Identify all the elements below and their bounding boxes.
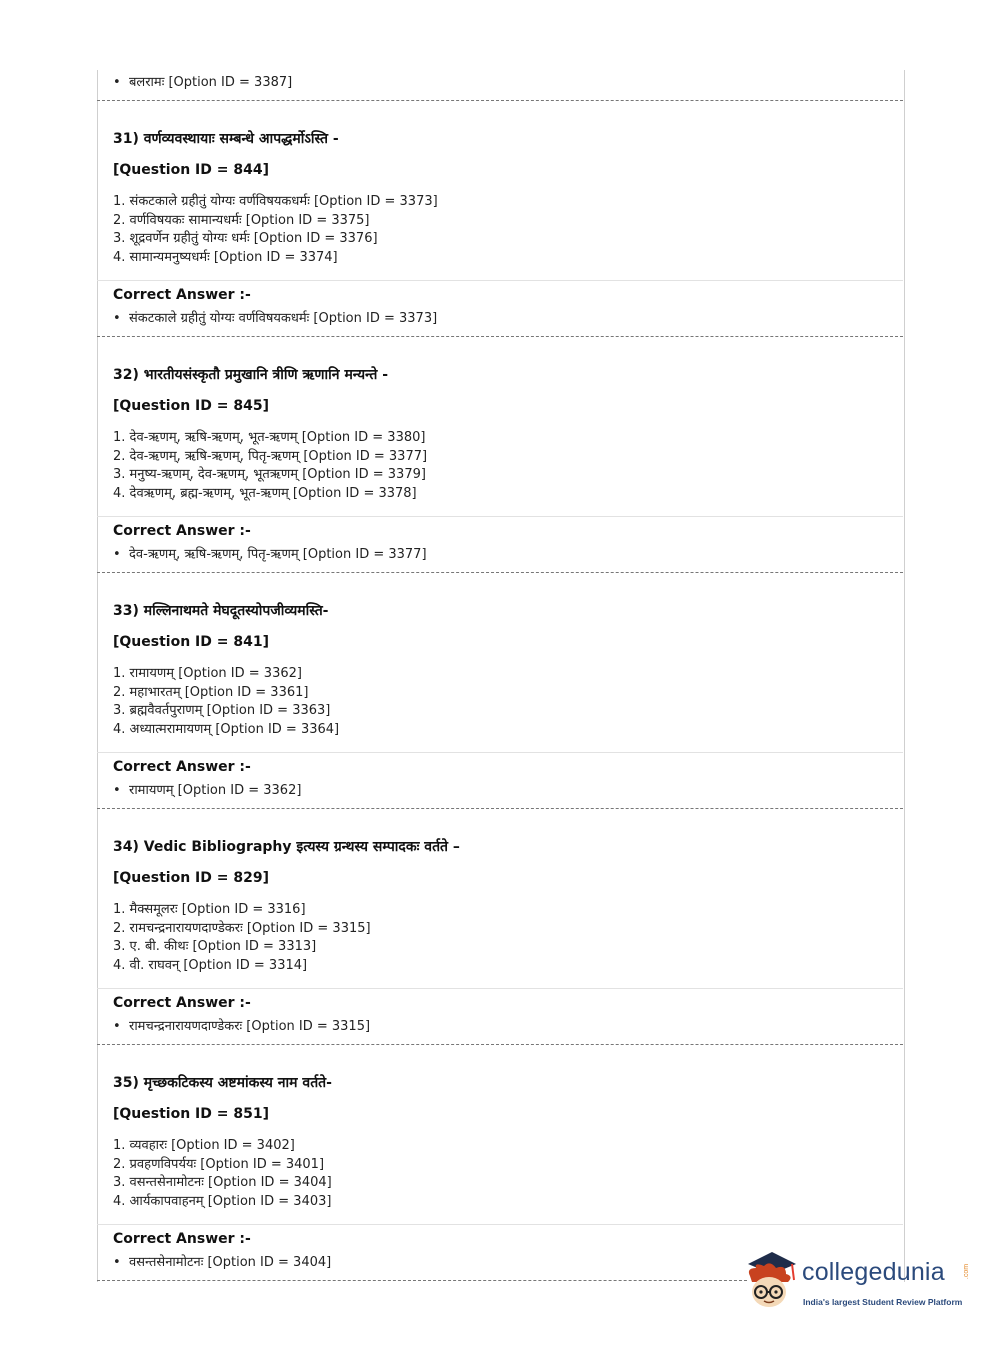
question-title: 31) वर्णव्यवस्थायाः सम्बन्धे आपद्धर्मोऽस्ति - [113,131,339,147]
option-1: 1. देव-ऋणम्, ऋषि-ऋणम्, भूत-ऋणम् [Option ID = 3380] [113,430,426,445]
collegedunia-logo [742,1246,972,1316]
option-4: 4. देवऋणम्, ब्रह्म-ऋणम्, भूत-ऋणम् [Option ID = 3378] [113,485,417,501]
option-1: 1. मैक्समूलरः [Option ID = 3316] [113,902,306,917]
bullet: • [113,1019,121,1034]
question-id: [Question ID = 844] [113,162,269,178]
question-title: 35) मृच्छकटिकस्य अष्टमांकस्य नाम वर्तते- [113,1075,332,1091]
question-id: [Question ID = 851] [113,1106,269,1122]
option-2: 2. प्रवहणविपर्ययः [Option ID = 3401] [113,1156,325,1172]
divider [97,808,903,809]
bullet: • [113,75,121,90]
correct-answer: • देव-ऋणम्, ऋषि-ऋणम्, पितृ-ऋणम् [Option ID = 3377] [113,547,427,562]
separator [97,988,903,989]
bullet: • [113,311,121,326]
question-id: [Question ID = 845] [113,398,269,414]
option-4: 4. सामान्यमनुष्यधर्मः [Option ID = 3374] [113,249,338,265]
option-4: 4. वी. राघवन् [Option ID = 3314] [113,957,308,973]
options-list [113,193,438,267]
option-3: 3. ब्रह्मवैवर्तपुराणम् [Option ID = 3363] [113,703,331,718]
question-title: 33) मल्लिनाथमते मेघदूतस्योपजीव्यमस्ति- [113,603,329,619]
divider [97,100,903,101]
option-3: 3. वसन्तसेनामोटनः [Option ID = 3404] [113,1175,332,1190]
correct-answer-label: Correct Answer :- [113,287,251,303]
correct-answer-label: Correct Answer :- [113,523,251,539]
correct-answer: • रामचन्द्रनारायणदाण्डेकरः [Option ID = 3315] [113,1019,371,1034]
bullet: • [113,783,121,798]
options-list [113,665,339,739]
question-id: [Question ID = 829] [113,870,269,886]
divider [97,572,903,573]
options-list [113,429,427,503]
option-1: 1. संकटकाले ग्रहीतुं योग्यः वर्णविषयकधर्मः [Option ID = 3373] [113,194,438,209]
option-1: 1. व्यवहारः [Option ID = 3402] [113,1138,295,1153]
logo-suffix: .com [963,1263,971,1280]
divider [97,336,903,337]
separator [97,752,903,753]
correct-answer: • वसन्तसेनामोटनः [Option ID = 3404] [113,1255,332,1270]
separator [97,280,903,281]
divider [97,1044,903,1045]
correct-answer-label: Correct Answer :- [113,995,251,1011]
correct-answer: • रामायणम् [Option ID = 3362] [113,783,302,798]
question-title: 32) भारतीयसंस्कृतौ प्रमुखानि त्रीणि ऋणानि मन्यन्ते - [113,367,389,383]
separator [97,1224,903,1225]
logo-name: collegedunia [802,1258,945,1286]
question-id: [Question ID = 841] [113,634,269,650]
option-3: 3. ए. बी. कीथः [Option ID = 3313] [113,939,317,954]
option-4: 4. अध्यात्मरामायणम् [Option ID = 3364] [113,721,340,737]
correct-answer: • संकटकाले ग्रहीतुं योग्यः वर्णविषयकधर्मः [Option ID = 3373] [113,311,438,326]
options-list [113,1137,332,1211]
option-2: 2. देव-ऋणम्, ऋषि-ऋणम्, पितृ-ऋणम् [Option ID = 3377] [113,448,428,464]
correct-answer-label: Correct Answer :- [113,1231,251,1247]
option-3: 3. मनुष्य-ऋणम्, देव-ऋणम्, भूतऋणम् [Option ID = 3379] [113,467,426,482]
divider [97,1280,747,1281]
bullet: • [113,1255,121,1270]
option-4: 4. आर्यकापवाहनम् [Option ID = 3403] [113,1193,332,1209]
question-title: 34) Vedic Bibliography इत्यस्य ग्रन्थस्य सम्पादकः वर्तते – [113,839,460,855]
option-2: 2. महाभारतम् [Option ID = 3361] [113,684,309,700]
option-3: 3. शूद्रवर्णेन ग्रहीतुं योग्यः धर्मः [Option ID = 3376] [113,231,378,246]
option-2: 2. वर्णविषयकः सामान्यधर्मः [Option ID = 3375] [113,212,370,228]
option-1: 1. रामायणम् [Option ID = 3362] [113,666,302,681]
previous-answer: • बलरामः [Option ID = 3387] [113,75,293,90]
option-2: 2. रामचन्द्रनारायणदाण्डेकरः [Option ID = 3315] [113,920,371,936]
mascot-icon [742,1246,802,1316]
correct-answer-label: Correct Answer :- [113,759,251,775]
bullet: • [113,547,121,562]
logo-tagline: India's largest Student Review Platform [803,1297,963,1307]
separator [97,516,903,517]
options-list [113,901,371,975]
